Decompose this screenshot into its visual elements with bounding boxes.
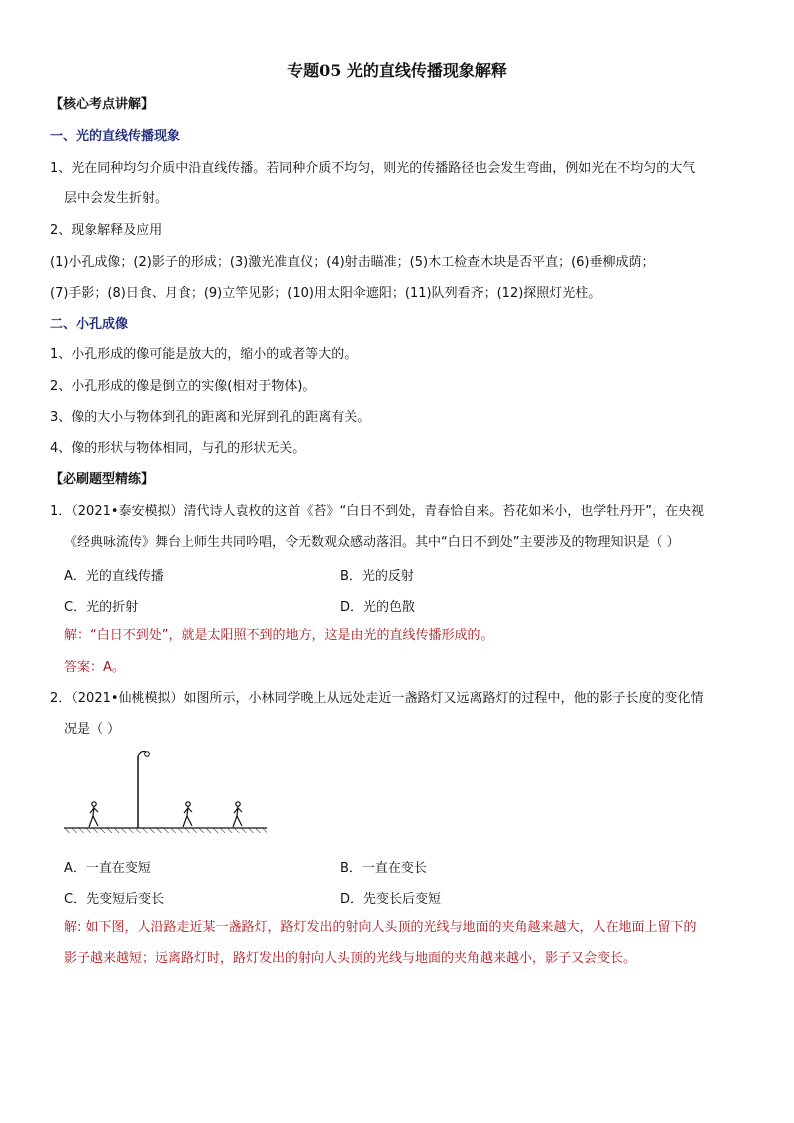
part2-item: 4、像的形状与物体相同，与孔的形状无关。 (50, 441, 306, 456)
walking-person-icon (183, 802, 192, 827)
section-core-label: 【核心考点讲解】 (50, 97, 155, 112)
part1-heading: 一、光的直线传播现象 (50, 129, 181, 144)
ground-icon (64, 828, 267, 833)
q1-option-b[interactable]: B．光的反射 (340, 569, 414, 584)
q2-option-c[interactable]: C．先变短后变长 (64, 892, 165, 907)
q1-stem-line1: 1．（2021•泰安模拟）清代诗人袁枚的这首《苔》“白日不到处，青春恰自来。苔花如米小，也学牡丹开”，在央视 (50, 504, 704, 519)
part2-item: 3、像的大小与物体到孔的距离和光屏到孔的距离有关。 (50, 410, 371, 425)
q1-option-d[interactable]: D．光的色散 (340, 600, 416, 615)
q1-option-a[interactable]: A．光的直线传播 (64, 569, 164, 584)
q1-answer: 答案：A。 (64, 660, 125, 675)
part2-heading: 二、小孔成像 (50, 317, 129, 332)
part2-item: 1、小孔形成的像可能是放大的，缩小的或者等大的。 (50, 347, 358, 362)
section-practice-label: 【必刷题型精练】 (50, 472, 155, 487)
walking-person-icon (89, 802, 98, 827)
q2-solution-line1: 解: 如下图，人沿路走近某一盏路灯，路灯发出的射向人头顶的光线与地面的夹角越来越大，人在地面上留下的 (64, 920, 697, 935)
q2-option-b[interactable]: B．一直在变长 (340, 861, 427, 876)
streetlamp-figure (62, 748, 272, 838)
part1-p1-line1: 1、光在同种均匀介质中沿直线传播。若同种介质不均匀，则光的传播路径也会发生弯曲，例如光在不均匀的大气 (50, 161, 696, 176)
part2-item: 2、小孔形成的像是倒立的实像(相对于物体)。 (50, 379, 316, 394)
part1-apps-line1: (1)小孔成像；(2)影子的形成；(3)激光准直仪；(4)射击瞄准；(5)木工检查木块是否平直；(6)垂柳成荫； (50, 255, 655, 270)
q2-stem-line1: 2．（2021•仙桃模拟）如图所示，小林同学晚上从远处走近一盏路灯又远离路灯的过程中，他的影子长度的变化情 (50, 691, 704, 706)
q2-option-d[interactable]: D．先变长后变短 (340, 892, 442, 907)
walking-person-icon (233, 802, 242, 827)
q1-solution: 解：“白日不到处”，就是太阳照不到的地方，这是由光的直线传播形成的。 (64, 628, 494, 643)
part1-apps-line2: (7)手影；(8)日食、月食；(9)立竿见影；(10)用太阳伞遮阳；(11)队列看齐；(12)探照灯光柱。 (50, 286, 602, 301)
q2-option-a[interactable]: A．一直在变短 (64, 861, 151, 876)
street-lamp-icon (138, 752, 149, 829)
q1-stem-line2: 《经典咏流传》舞台上师生共同吟唱，令无数观众感动落泪。其中“白日不到处”主要涉及的物理知识是（ ） (64, 535, 680, 550)
q2-solution-line2: 影子越来越短；远离路灯时，路灯发出的射向人头顶的光线与地面的夹角越来越小，影子又会变长。 (64, 951, 637, 966)
part1-p2: 2、现象解释及应用 (50, 223, 163, 238)
page-title: 专题05 光的直线传播现象解释 (287, 61, 507, 80)
q1-option-c[interactable]: C．光的折射 (64, 600, 139, 615)
q2-stem-line2: 况是（ ） (64, 722, 121, 737)
part1-p1-line2: 层中会发生折射。 (64, 191, 169, 206)
